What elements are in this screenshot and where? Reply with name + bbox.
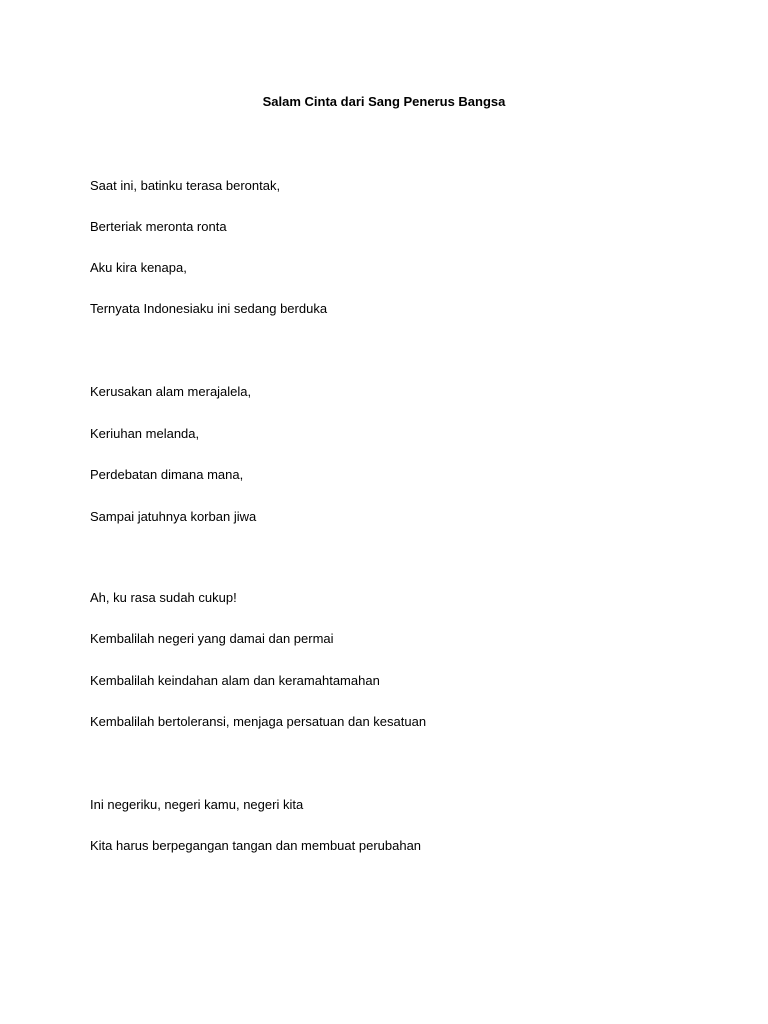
stanza-4-line-1: Ini negeriku, negeri kamu, negeri kita: [90, 797, 304, 812]
stanza-1-line-2: Berteriak meronta ronta: [90, 219, 227, 234]
stanza-1-line-3: Aku kira kenapa,: [90, 260, 187, 275]
stanza-3-line-4: Kembalilah bertoleransi, menjaga persatuan dan kesatuan: [90, 714, 427, 729]
stanza-2-line-3: Perdebatan dimana mana,: [90, 467, 244, 482]
stanza-2-line-2: Keriuhan melanda,: [90, 426, 200, 441]
stanza-3-line-1: Ah, ku rasa sudah cukup!: [90, 590, 237, 605]
stanza-3-line-2: Kembalilah negeri yang damai dan permai: [90, 631, 334, 646]
stanza-4-line-2: Kita harus berpegangan tangan dan membuat perubahan: [90, 838, 422, 853]
stanza-1-line-4: Ternyata Indonesiaku ini sedang berduka: [90, 301, 328, 316]
poem-title: Salam Cinta dari Sang Penerus Bangsa: [262, 94, 506, 109]
stanza-3-line-3: Kembalilah keindahan alam dan keramahtamahan: [90, 673, 380, 688]
stanza-2-line-1: Kerusakan alam merajalela,: [90, 384, 252, 399]
stanza-2-line-4: Sampai jatuhnya korban jiwa: [90, 509, 257, 524]
stanza-1-line-1: Saat ini, batinku terasa berontak,: [90, 178, 281, 193]
